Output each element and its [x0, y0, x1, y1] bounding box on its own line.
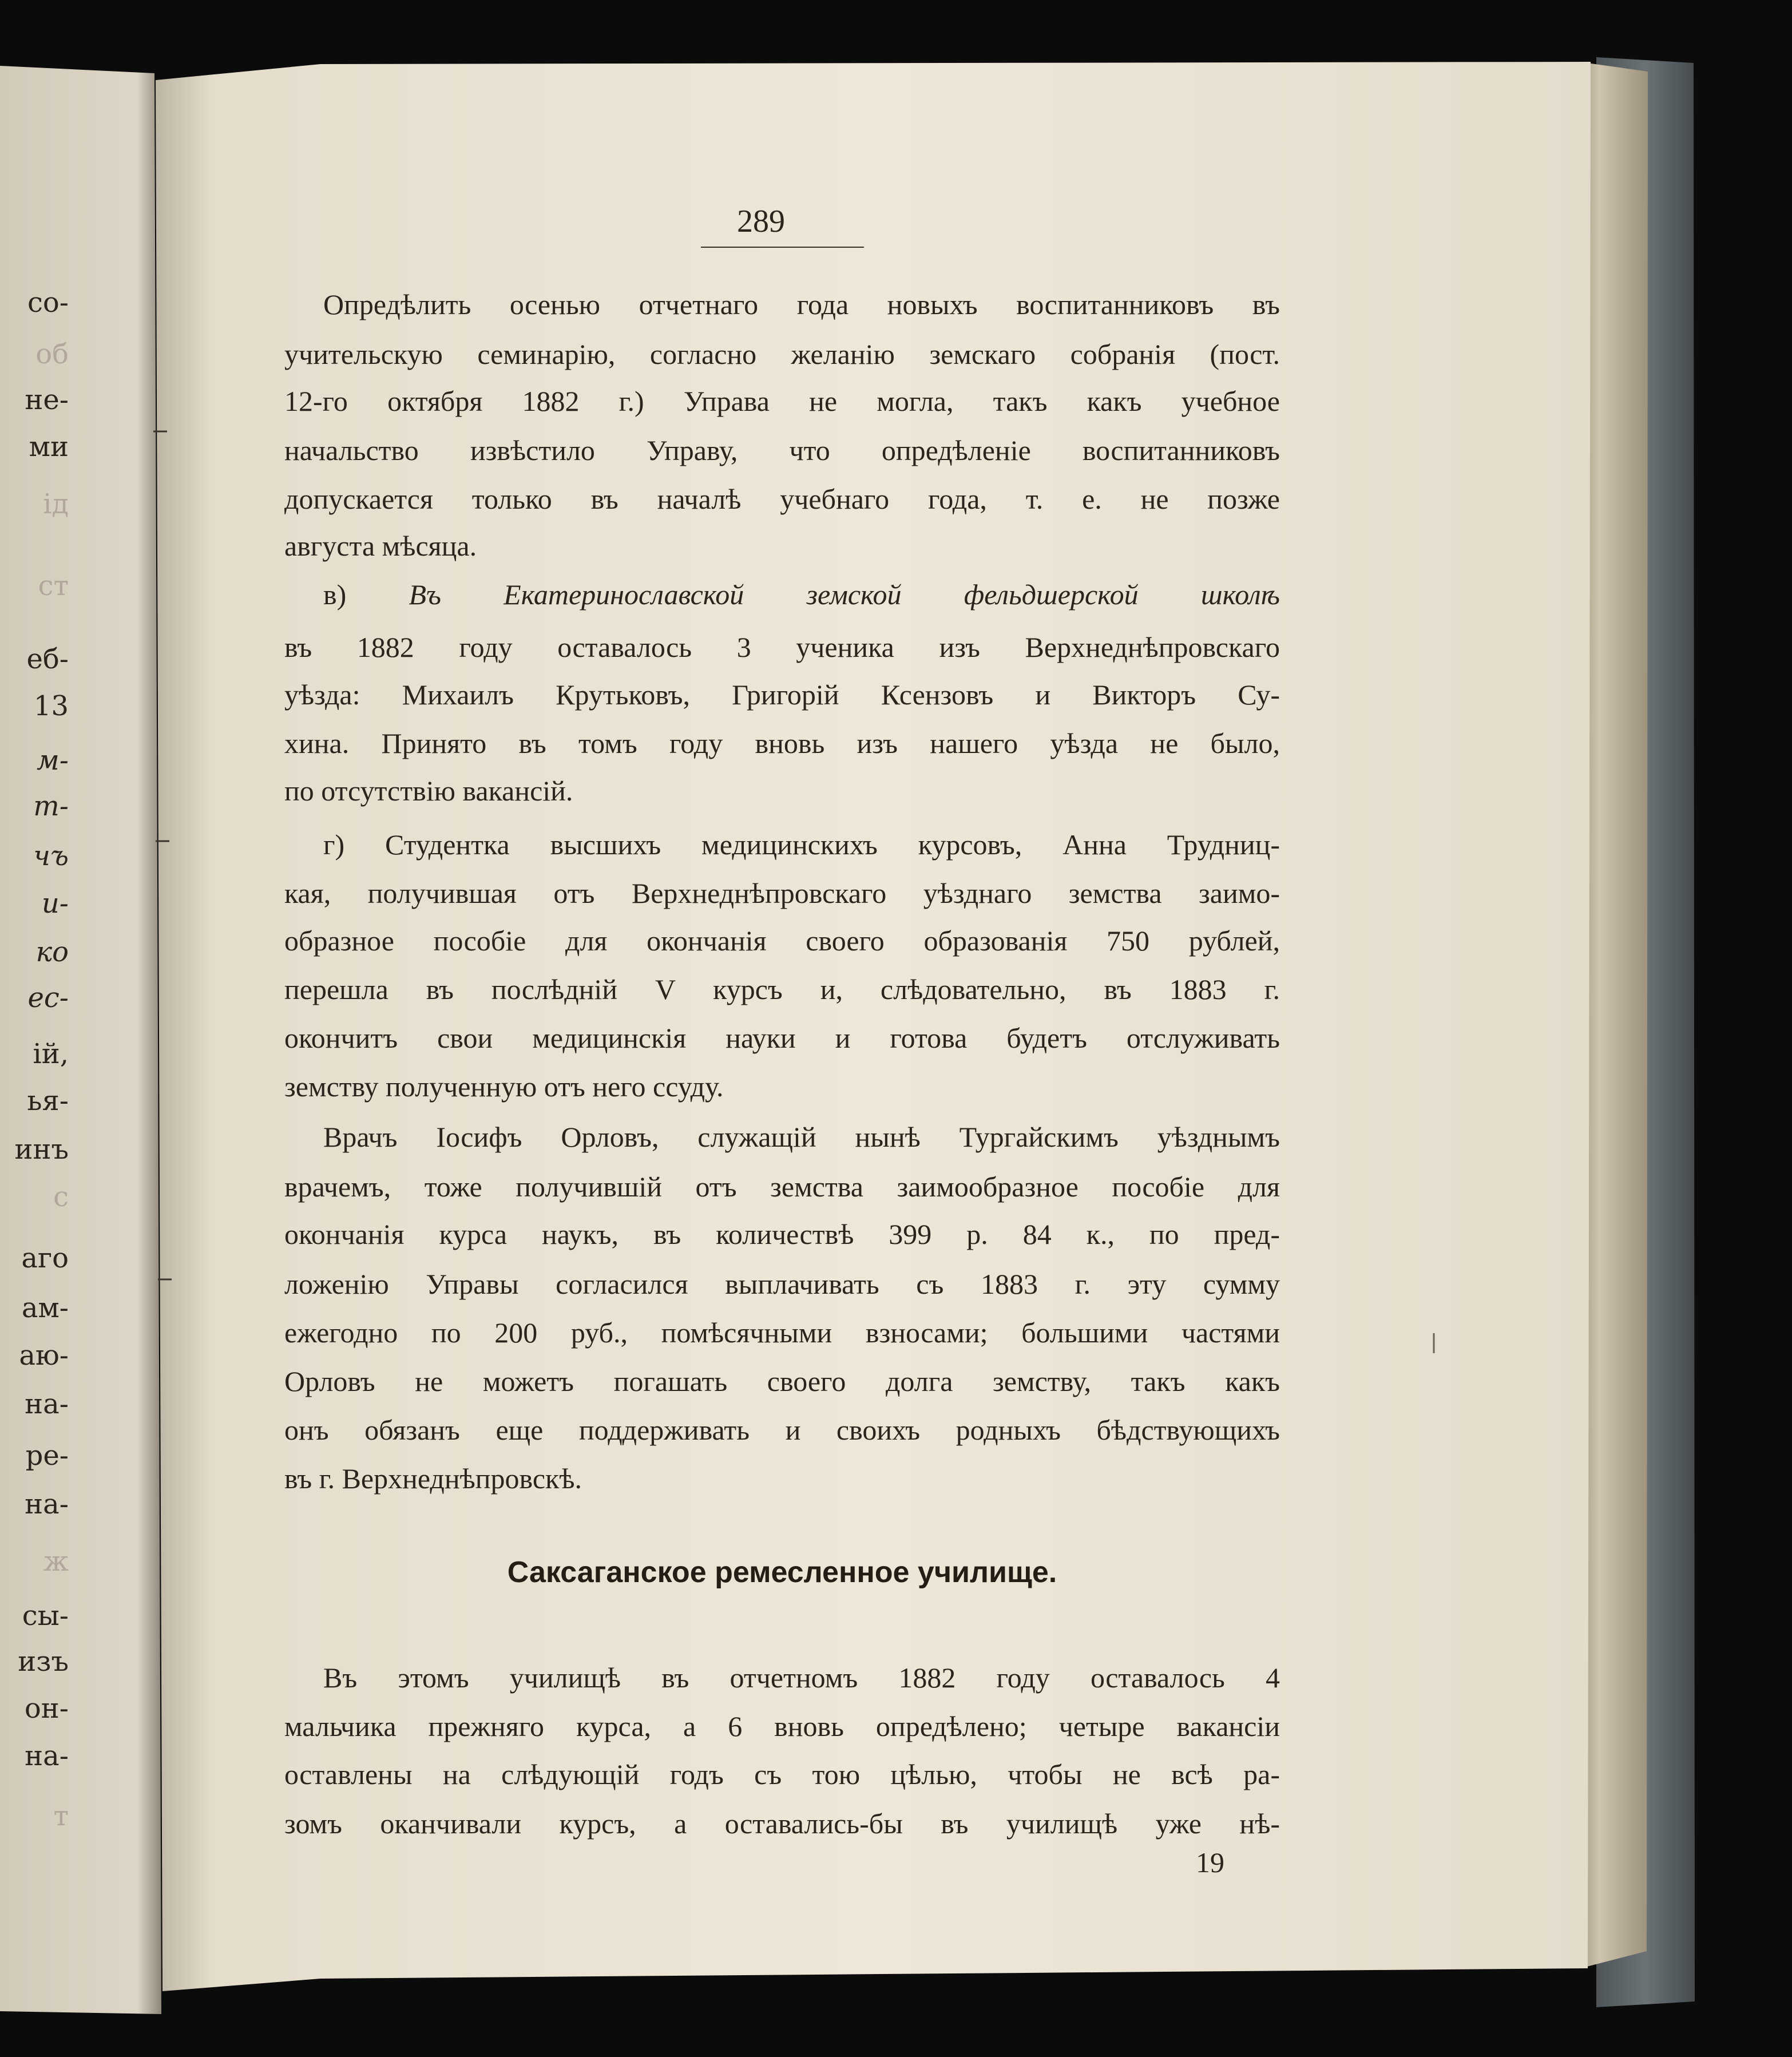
- text-line: Орловъ не можетъ погашать своего долга земству, такъ какъ: [284, 1365, 1280, 1397]
- text-line: допускается только въ началѣ учебнаго года, т. е. не позже: [284, 483, 1280, 515]
- left-page-fragment: ре-: [25, 1440, 69, 1472]
- text-line: зомъ оканчивали курсъ, а оставались-бы въ училищѣ уже нѣ-: [284, 1808, 1280, 1840]
- text-line: въ 1882 году оставалось 3 ученика изъ Верхнеднѣпровскаго: [284, 631, 1280, 663]
- left-page-fragment: ко: [35, 936, 69, 968]
- text-line: образное пособіе для окончанія своего образованія 750 рублей,: [284, 925, 1280, 957]
- text-line: оставлены на слѣдующій годъ съ тою цѣлью, чтобы не всѣ ра-: [284, 1758, 1280, 1790]
- left-page-fragment: м-: [36, 744, 69, 776]
- left-page-fragment: на-: [25, 1740, 69, 1772]
- list-marker: в): [323, 578, 409, 611]
- left-page-fragment: ес-: [27, 982, 69, 1014]
- left-page-fragment: инъ: [14, 1133, 69, 1166]
- text-line: ложенію Управы согласился выплачивать съ 1883 г. эту сумму: [284, 1268, 1280, 1300]
- left-page-fragment: на-: [25, 1388, 69, 1420]
- left-page-fragment: ст: [38, 570, 69, 602]
- text-line: въ г. Верхнеднѣпровскѣ.: [284, 1463, 582, 1495]
- left-page-fragment: еб-: [26, 643, 69, 675]
- left-page-fragment: он-: [24, 1693, 69, 1725]
- left-page-fragment: не-: [25, 384, 69, 416]
- left-page-fragment: со-: [27, 287, 69, 319]
- left-page-fragment: аго: [21, 1242, 69, 1274]
- text-line: учительскую семинарію, согласно желанію земскаго собранія (пост.: [284, 338, 1280, 370]
- text-line: хина. Принято въ томъ году вновь изъ нашего уѣзда не было,: [284, 727, 1280, 759]
- left-page-fragment: ья-: [27, 1085, 69, 1117]
- left-page-fragment: ж: [43, 1545, 69, 1578]
- text-line: онъ обязанъ еще поддерживать и своихъ родныхъ бѣдствующихъ: [284, 1414, 1280, 1446]
- text-line: Опредѣлить осенью отчетнаго года новыхъ воспитанниковъ въ: [323, 288, 1280, 320]
- left-page-fragment: т-: [33, 790, 69, 822]
- text-line: перешла въ послѣдній V курсъ и, слѣдовательно, въ 1883 г.: [284, 973, 1280, 1005]
- left-page-fragment: сы-: [22, 1600, 69, 1632]
- text-line-with-emphasis: [323, 578, 1280, 611]
- text-line: мальчика прежняго курса, а 6 вновь опредѣлено; четыре вакансіи: [284, 1710, 1280, 1742]
- text-line: августа мѣсяца.: [284, 530, 477, 562]
- left-page-fragment: ід: [43, 488, 69, 520]
- text-line: уѣзда: Михаилъ Крутьковъ, Григорій Ксензовъ и Викторъ Су-: [284, 679, 1280, 711]
- text-line: 12-го октября 1882 г.) Управа не могла, такъ какъ учебное: [284, 385, 1280, 417]
- left-page-fragment: на-: [25, 1488, 69, 1520]
- left-page-fragment: ми: [29, 431, 69, 463]
- signature-mark: 19: [1196, 1846, 1224, 1878]
- left-page-fragment: аю-: [19, 1339, 69, 1372]
- left-page-fragment: с: [53, 1181, 69, 1213]
- page-number: 289: [737, 204, 785, 239]
- text-line: г) Студентка высшихъ медицинскихъ курсовъ, Анна Трудниц-: [323, 829, 1280, 861]
- left-page-fragment: изъ: [18, 1646, 69, 1678]
- text-line: окончанія курса наукъ, въ количествѣ 399 р. 84 к., по пред-: [284, 1218, 1280, 1250]
- left-page-fragment: чъ: [33, 840, 69, 872]
- left-page-fragment: и-: [41, 887, 69, 919]
- text-line: ежегодно по 200 руб., помѣсячными взносами; большими частями: [284, 1317, 1280, 1349]
- left-page-fragment: т: [53, 1800, 69, 1832]
- left-page-fragment: об: [35, 338, 69, 370]
- text-line: по отсутствію вакансій.: [284, 775, 573, 807]
- text-line: кая, получившая отъ Верхнеднѣпровскаго уѣзднаго земства заимо-: [284, 877, 1280, 909]
- text-line: Въ этомъ училищѣ въ отчетномъ 1882 году оставалось 4: [323, 1662, 1280, 1694]
- emphasis-heading: Въ Екатеринославской земской фельдшерской школѣ: [409, 578, 1280, 611]
- left-page-fragment: 13: [33, 690, 69, 722]
- section-heading: Саксаганское ремесленное училище.: [507, 1556, 1057, 1589]
- text-line: земству полученную отъ него ссуду.: [284, 1071, 724, 1103]
- left-page-fragment: ам-: [21, 1292, 69, 1324]
- text-line: Врачъ Іосифъ Орловъ, служащій нынѣ Тургайскимъ уѣзднымъ: [323, 1121, 1280, 1153]
- text-line: врачемъ, тоже получившій отъ земства заимообразное пособіе для: [284, 1171, 1280, 1203]
- left-page-fragment: ій,: [33, 1038, 69, 1070]
- text-line: окончитъ свои медицинскія науки и готова будетъ отслуживать: [284, 1022, 1280, 1054]
- text-line: начальство извѣстило Управу, что опредѣленіе воспитанниковъ: [284, 434, 1280, 466]
